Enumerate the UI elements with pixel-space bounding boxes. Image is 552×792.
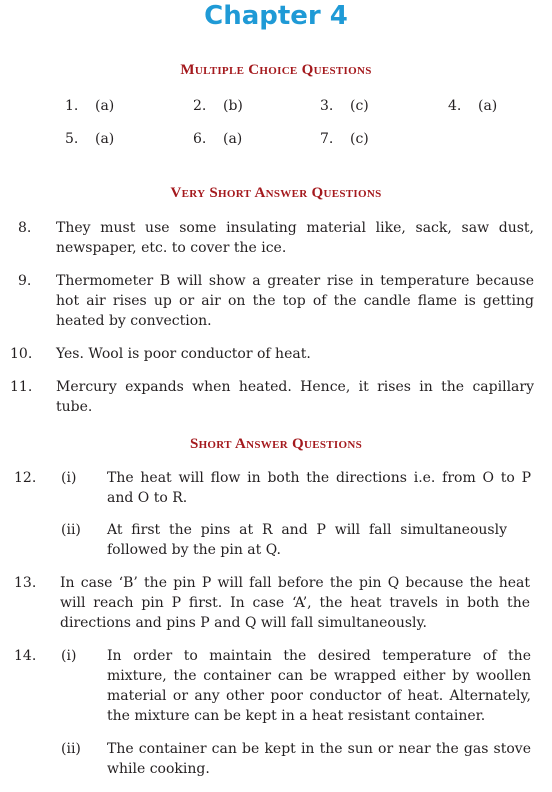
answer-text: In case ‘B’ the pin P will fall before the pin Q because the heat will reach pin P first. In case ‘A’, the heat travels in both the directions and pins P and Q will fall simultaneously. (60, 575, 530, 631)
mcq-number: 7. (320, 131, 334, 147)
mcq-option: (c) (350, 98, 369, 114)
vsa-heading: Very Short Answer Questions (170, 185, 382, 201)
mcq-answer (320, 97, 369, 115)
mcq-option: (a) (223, 131, 243, 147)
sub-part-label: (i) (61, 470, 77, 486)
answer-number: 9. (18, 273, 32, 289)
mcq-number: 6. (193, 131, 207, 147)
mcq-option: (a) (95, 98, 115, 114)
sub-part-label: (ii) (61, 741, 81, 757)
answer-text: They must use some insulating material like, sack, saw dust, newspaper, etc. to cover the ice. (56, 220, 534, 256)
mcq-option: (a) (478, 98, 498, 114)
answer-number: 12. (14, 470, 37, 486)
mcq-answer (193, 130, 242, 148)
mcq-answer (193, 97, 243, 115)
sa-heading: Short Answer Questions (189, 436, 363, 452)
answer-text: The heat will flow in both the directions i.e. from O to P and O to R. (107, 470, 531, 506)
answer-text: Mercury expands when heated. Hence, it rises in the capillary tube. (56, 379, 534, 415)
mcq-number: 2. (193, 98, 207, 114)
answer-number: 11. (10, 379, 33, 395)
mcq-option: (c) (350, 131, 369, 147)
answer-number: 8. (18, 220, 32, 236)
chapter-title: Chapter 4 (204, 1, 348, 31)
answer-text: Thermometer B will show a greater rise in temperature because hot air rises up or air on the top of the candle flame is getting heated by convection. (56, 273, 534, 329)
sub-part-label: (i) (61, 648, 77, 664)
answer-number: 13. (14, 575, 37, 591)
mcq-number: 4. (448, 98, 462, 114)
answer-text: Yes. Wool is poor conductor of heat. (56, 346, 311, 362)
answer-number: 10. (10, 346, 33, 362)
answer-number: 14. (14, 648, 37, 664)
mcq-number: 3. (320, 98, 334, 114)
answer-text: The container can be kept in the sun or near the gas stove while cooking. (107, 741, 531, 777)
answer-text: At first the pins at R and P will fall simultaneously followed by the pin at Q. (107, 522, 507, 558)
mcq-option: (a) (95, 131, 115, 147)
mcq-number: 5. (65, 131, 79, 147)
mcq-answer (448, 97, 497, 115)
mcq-heading: Multiple Choice Questions (180, 62, 372, 78)
mcq-answer (65, 97, 114, 115)
mcq-answer (65, 130, 114, 148)
mcq-number: 1. (65, 98, 79, 114)
mcq-option: (b) (223, 98, 243, 114)
sub-part-label: (ii) (61, 522, 81, 538)
answer-text: In order to maintain the desired temperature of the mixture, the container can be wrapped either by woollen material or any other poor conductor of heat. Alternately, the mixture can be kept in a heat resistant container. (107, 648, 531, 724)
mcq-answer (320, 130, 369, 148)
